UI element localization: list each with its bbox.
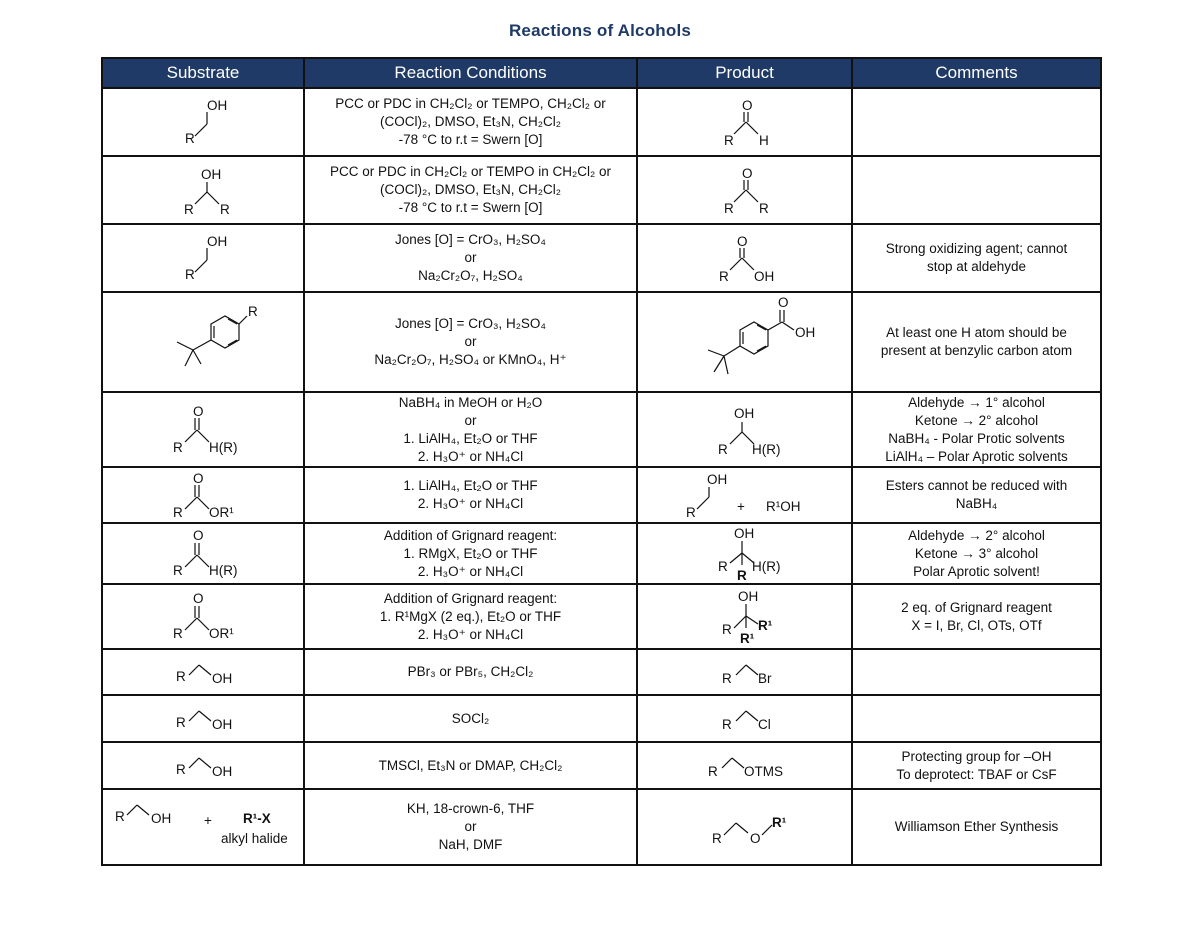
table-row — [102, 156, 1101, 224]
svg-text:R: R — [722, 622, 732, 637]
tertiary-alcohol-structure — [642, 586, 853, 647]
ester-structure — [107, 469, 305, 521]
comments-cell — [852, 88, 1101, 156]
comments-cell — [852, 156, 1101, 224]
svg-text:R: R — [220, 202, 230, 217]
product-cell — [637, 392, 852, 467]
table-header-row — [102, 58, 1101, 88]
svg-text:OH: OH — [754, 269, 775, 284]
table-row — [102, 467, 1101, 523]
svg-text:R: R — [248, 304, 258, 319]
svg-text:OH: OH — [207, 98, 228, 113]
comments-cell: At least one H atom should be present at benzylic carbon atom — [852, 292, 1101, 392]
svg-text:OTMS: OTMS — [744, 764, 783, 779]
product-cell — [637, 523, 852, 584]
benzoic-acid-structure — [642, 294, 853, 390]
substrate-cell — [102, 467, 304, 523]
product-cell — [637, 789, 852, 865]
svg-text:R: R — [184, 202, 194, 217]
ether-structure — [642, 791, 853, 863]
substrate-cell — [102, 156, 304, 224]
table-row — [102, 742, 1101, 789]
product-cell — [637, 742, 852, 789]
alkyl-chloride-structure — [642, 697, 853, 740]
table-row — [102, 523, 1101, 584]
table-row — [102, 88, 1101, 156]
conditions-cell: Addition of Grignard reagent: 1. R¹MgX (2 eq.), Et₂O or THF 2. H₃O⁺ or NH₄Cl — [304, 584, 637, 649]
aldehyde-structure — [642, 90, 853, 154]
svg-text:R¹: R¹ — [758, 618, 773, 633]
product-cell — [637, 88, 852, 156]
alkyl-bromide-structure — [642, 651, 853, 693]
alcohol-pair-structure — [642, 469, 853, 521]
svg-text:OH: OH — [207, 234, 228, 249]
svg-text:OH: OH — [212, 764, 233, 779]
reactions-table — [101, 57, 1102, 866]
substrate-cell — [102, 392, 304, 467]
alcohol-and-alkyl-halide-structure — [107, 791, 305, 863]
product-cell — [637, 584, 852, 649]
svg-text:Br: Br — [758, 671, 772, 686]
svg-text:OH: OH — [707, 472, 728, 487]
substrate-cell — [102, 224, 304, 292]
conditions-cell: PCC or PDC in CH₂Cl₂ or TEMPO, CH₂Cl₂ or (COCl)₂, DMSO, Et₃N, CH₂Cl₂ -78 °C to r.t = Swern [O] — [304, 88, 637, 156]
svg-text:R: R — [173, 505, 183, 520]
svg-text:O: O — [193, 528, 204, 543]
conditions-cell: NaBH₄ in MeOH or H₂O or 1. LiAlH₄, Et₂O or THF 2. H₃O⁺ or NH₄Cl — [304, 392, 637, 467]
svg-text:R: R — [176, 715, 186, 730]
svg-text:R: R — [173, 626, 183, 641]
svg-text:O: O — [750, 831, 761, 846]
primary-alcohol-structure — [107, 226, 305, 290]
svg-text:OH: OH — [212, 671, 233, 686]
svg-text:R¹: R¹ — [772, 815, 787, 830]
svg-text:R: R — [185, 131, 195, 146]
conditions-cell: TMSCl, Et₃N or DMAP, CH₂Cl₂ — [304, 742, 637, 789]
svg-text:R: R — [176, 669, 186, 684]
comments-cell — [852, 695, 1101, 742]
comments-cell: Aldehyde → 2° alcohol Ketone → 3° alcohol Polar Aprotic solvent! — [852, 523, 1101, 584]
svg-text:OH: OH — [151, 811, 172, 826]
carboxylic-acid-structure — [642, 226, 853, 290]
table-row — [102, 789, 1101, 865]
svg-text:OH: OH — [738, 589, 759, 604]
header-product: Product — [637, 58, 852, 88]
substrate-cell — [102, 88, 304, 156]
carbonyl-structure — [107, 525, 305, 582]
svg-text:R: R — [718, 559, 728, 574]
product-cell — [637, 467, 852, 523]
svg-text:R: R — [718, 442, 728, 457]
svg-text:R: R — [722, 717, 732, 732]
svg-text:H(R): H(R) — [752, 442, 781, 457]
alcohol-structure — [107, 697, 305, 740]
header-substrate: Substrate — [102, 58, 304, 88]
product-cell — [637, 292, 852, 392]
svg-text:R: R — [759, 201, 769, 216]
comments-cell: Williamson Ether Synthesis — [852, 789, 1101, 865]
alcohol-structure — [107, 651, 305, 693]
product-cell — [637, 224, 852, 292]
conditions-cell: KH, 18-crown-6, THF or NaH, DMF — [304, 789, 637, 865]
svg-text:OR¹: OR¹ — [209, 626, 234, 641]
conditions-cell: Jones [O] = CrO₃, H₂SO₄ or Na₂Cr₂O₇, H₂SO₄ or KMnO₄, H⁺ — [304, 292, 637, 392]
product-cell — [637, 156, 852, 224]
carbonyl-structure — [107, 394, 305, 465]
ester-structure — [107, 586, 305, 647]
silyl-ether-structure — [642, 744, 853, 787]
svg-text:alkyl halide: alkyl halide — [221, 831, 288, 846]
conditions-cell: PBr₃ or PBr₅, CH₂Cl₂ — [304, 649, 637, 695]
page-title: Reactions of Alcohols — [508, 21, 692, 40]
svg-text:OH: OH — [734, 406, 755, 421]
substrate-cell — [102, 789, 304, 865]
svg-text:R: R — [686, 505, 696, 520]
svg-text:H: H — [759, 133, 769, 148]
conditions-cell: PCC or PDC in CH₂Cl₂ or TEMPO in CH₂Cl₂ or (COCl)₂, DMSO, Et₃N, CH₂Cl₂ -78 °C to r.t = Swern [O] — [304, 156, 637, 224]
svg-text:R: R — [176, 762, 186, 777]
svg-text:Cl: Cl — [758, 717, 771, 732]
svg-text:O: O — [193, 404, 204, 419]
conditions-cell: Jones [O] = CrO₃, H₂SO₄ or Na₂Cr₂O₇, H₂SO₄ — [304, 224, 637, 292]
svg-text:+: + — [204, 813, 212, 828]
alcohol-structure — [107, 744, 305, 787]
svg-text:O: O — [778, 295, 789, 310]
substrate-cell — [102, 742, 304, 789]
conditions-cell: Addition of Grignard reagent: 1. RMgX, Et₂O or THF 2. H₃O⁺ or NH₄Cl — [304, 523, 637, 584]
substrate-cell — [102, 649, 304, 695]
svg-text:OH: OH — [734, 526, 755, 541]
product-cell — [637, 649, 852, 695]
alcohol-structure — [642, 394, 853, 465]
svg-text:R: R — [722, 671, 732, 686]
svg-text:R¹OH: R¹OH — [766, 499, 801, 514]
svg-text:R: R — [173, 440, 183, 455]
svg-text:R: R — [185, 267, 195, 282]
comments-cell: 2 eq. of Grignard reagent X = I, Br, Cl, OTs, OTf — [852, 584, 1101, 649]
svg-text:R: R — [708, 764, 718, 779]
svg-text:O: O — [737, 234, 748, 249]
svg-text:O: O — [742, 98, 753, 113]
svg-text:OH: OH — [212, 717, 233, 732]
substrate-cell — [102, 523, 304, 584]
primary-alcohol-structure — [107, 90, 305, 154]
svg-text:H(R): H(R) — [752, 559, 781, 574]
svg-text:H(R): H(R) — [209, 440, 238, 455]
svg-text:O: O — [193, 591, 204, 606]
svg-text:R¹: R¹ — [740, 631, 755, 646]
alkylbenzene-structure — [107, 294, 305, 390]
svg-text:R: R — [712, 831, 722, 846]
table-row — [102, 584, 1101, 649]
svg-text:H(R): H(R) — [209, 563, 238, 578]
comments-cell: Esters cannot be reduced with NaBH₄ — [852, 467, 1101, 523]
conditions-cell: SOCl₂ — [304, 695, 637, 742]
svg-text:O: O — [742, 166, 753, 181]
table-row — [102, 695, 1101, 742]
table-row — [102, 649, 1101, 695]
table-row — [102, 292, 1101, 392]
svg-text:R: R — [719, 269, 729, 284]
header-reaction-conditions: Reaction Conditions — [304, 58, 637, 88]
ketone-structure — [642, 158, 853, 222]
conditions-cell: 1. LiAlH₄, Et₂O or THF 2. H₃O⁺ or NH₄Cl — [304, 467, 637, 523]
comments-cell: Aldehyde → 1° alcohol Ketone → 2° alcohol NaBH₄ - Polar Protic solvents LiAlH₄ – Polar Aprotic solvents — [852, 392, 1101, 467]
grignard-alcohol-structure — [642, 525, 853, 582]
table-row — [102, 392, 1101, 467]
svg-text:R¹-X: R¹-X — [243, 811, 271, 826]
header-comments: Comments — [852, 58, 1101, 88]
table-row — [102, 224, 1101, 292]
substrate-cell — [102, 292, 304, 392]
secondary-alcohol-structure — [107, 158, 305, 222]
svg-text:R: R — [737, 568, 747, 582]
comments-cell: Strong oxidizing agent; cannot stop at aldehyde — [852, 224, 1101, 292]
svg-text:OR¹: OR¹ — [209, 505, 234, 520]
substrate-cell — [102, 695, 304, 742]
comments-cell: Protecting group for –OH To deprotect: TBAF or CsF — [852, 742, 1101, 789]
svg-text:O: O — [193, 471, 204, 486]
svg-text:R: R — [173, 563, 183, 578]
svg-text:+: + — [737, 499, 745, 514]
comments-cell — [852, 649, 1101, 695]
product-cell — [637, 695, 852, 742]
svg-text:R: R — [724, 201, 734, 216]
svg-text:R: R — [724, 133, 734, 148]
svg-text:R: R — [115, 809, 125, 824]
substrate-cell — [102, 584, 304, 649]
svg-text:OH: OH — [201, 167, 222, 182]
svg-text:OH: OH — [795, 325, 816, 340]
